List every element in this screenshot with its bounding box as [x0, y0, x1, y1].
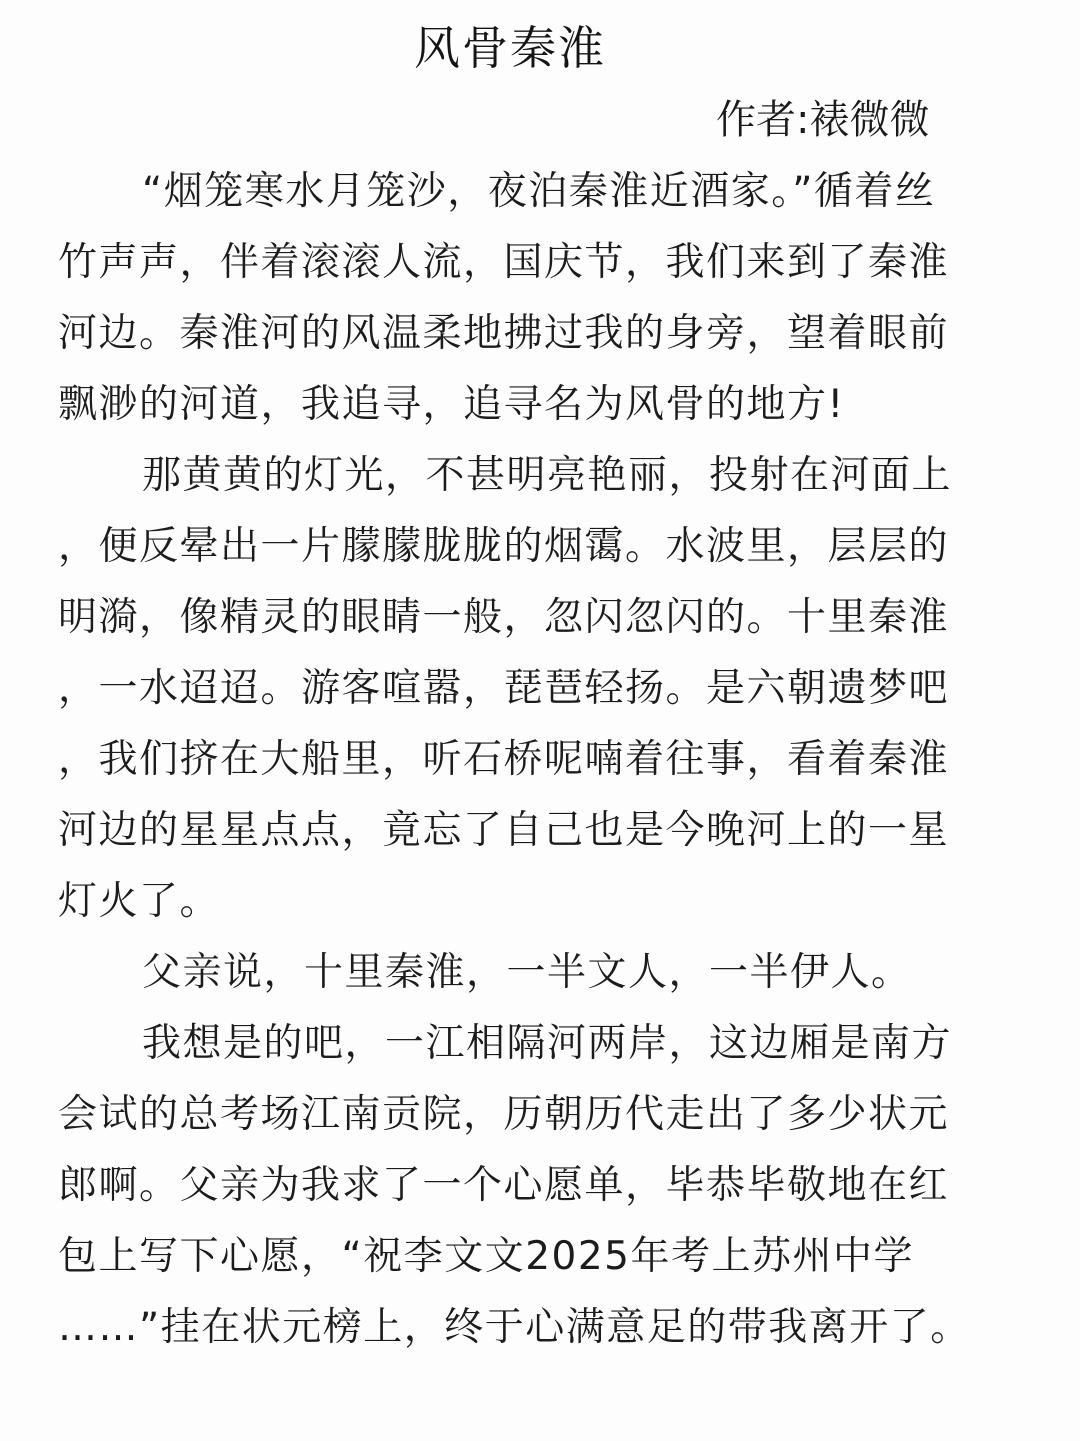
text-line: 竹声声，伴着滚滚人流，国庆节，我们来到了秦淮	[58, 240, 950, 285]
text-line: ，便反晕出一片朦朦胧胧的烟霭。水波里，层层的	[58, 524, 950, 569]
article-author: 作者:裱微微	[716, 97, 930, 143]
text-line: 河边的星星点点，竟忘了自己也是今晚河上的一星	[58, 808, 950, 853]
text-line: “烟笼寒水月笼沙，夜泊秦淮近酒家。”循着丝	[142, 169, 936, 214]
text-line: 父亲说，十里秦淮，一半文人，一半伊人。	[142, 950, 912, 995]
text-line: 我想是的吧，一江相隔河两岸，这边厢是南方	[142, 1021, 953, 1066]
text-line: 会试的总考场江南贡院，历朝历代走出了多少状元	[58, 1092, 950, 1137]
article-title: 风骨秦淮	[414, 21, 606, 75]
text-line: 灯火了。	[58, 879, 221, 924]
text-line: 飘渺的河道，我追寻，追寻名为风骨的地方!	[58, 382, 845, 427]
text-line: 明漪，像精灵的眼睛一般，忽闪忽闪的。十里秦淮	[58, 595, 950, 640]
text-line: ，我们挤在大船里，听石桥呢喃着往事，看着秦淮	[58, 737, 950, 782]
text-line: 包上写下心愿，“祝李文文2025年考上苏州中学	[58, 1234, 914, 1279]
text-line: 那黄黄的灯光，不甚明亮艳丽，投射在河面上	[142, 453, 953, 498]
text-line: ，一水迢迢。游客喧嚣，琵琶轻扬。是六朝遗梦吧	[58, 666, 950, 711]
text-line: ……”挂在状元榜上，终于心满意足的带我离开了。	[58, 1305, 971, 1350]
article-body	[58, 156, 1004, 1363]
text-line: 河边。秦淮河的风温柔地拂过我的身旁，望着眼前	[58, 311, 950, 356]
text-line: 郎啊。父亲为我求了一个心愿单，毕恭毕敬地在红	[58, 1163, 950, 1208]
